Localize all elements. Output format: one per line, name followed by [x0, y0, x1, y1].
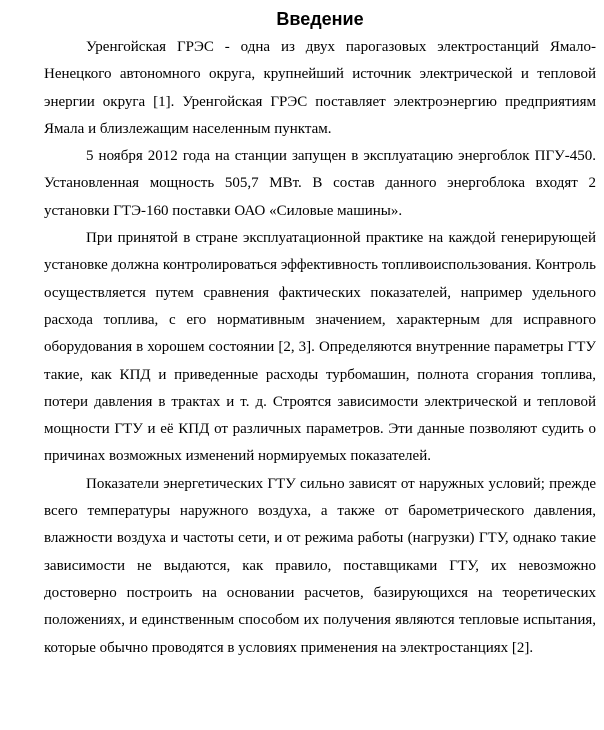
paragraph-efficiency-control: При принятой в стране эксплуатационной практике на каждой генерирующей установке должна контролироваться эффективность топливоиспользования. Контроль осуществляется путем сравнения фактических показателей, например удельного расхода топлива, с его нормативным значением, характерным для исправного оборудования в хорошем состоянии [2, 3]. Определяются внутренние параметры ГТУ такие, как КПД и приведенные расходы турбомашин, полнота сгорания топлива, потери давления в трактах и т. д. Строятся зависимости электрической и тепловой мощности ГТУ и её КПД от различных параметров. Эти данные позволяют судить о причинах возможных изменений нормируемых показателей.: [44, 230, 596, 465]
paragraph-external-conditions: Показатели энергетических ГТУ сильно зависят от наружных условий; прежде всего температуры наружного воздуха, а также от барометрического давления, влажности воздуха и частоты сети, и от режима работы (нагрузки) ГТУ, однако такие зависимости не выдаются, как правило, поставщиками ГТУ, их невозможно достоверно построить на основании расчетов, базирующихся на теоретических положениях, и единственным способом их получения являются тепловые испытания, которые обычно проводятся в условиях применения на электростанциях [2].: [44, 475, 596, 656]
paragraph-power-unit: 5 ноября 2012 года на станции запущен в эксплуатацию энергоблок ПГУ-450. Установленная мощность 505,7 МВт. В состав данного энергоблока входят 2 установки ГТЭ-160 поставки ОАО «Силовые машины».: [44, 148, 596, 219]
page-title: Введение: [276, 9, 364, 29]
document-page: [44, 6, 596, 662]
paragraph-intro: Уренгойская ГРЭС - одна из двух парогазовых электростанций Ямало-Ненецкого автономного округа, крупнейший источник электрической и тепловой энергии округа [1]. Уренгойская ГРЭС поставляет электроэнергию предприятиям Ямала и близлежащим населенным пунктам.: [44, 39, 596, 137]
